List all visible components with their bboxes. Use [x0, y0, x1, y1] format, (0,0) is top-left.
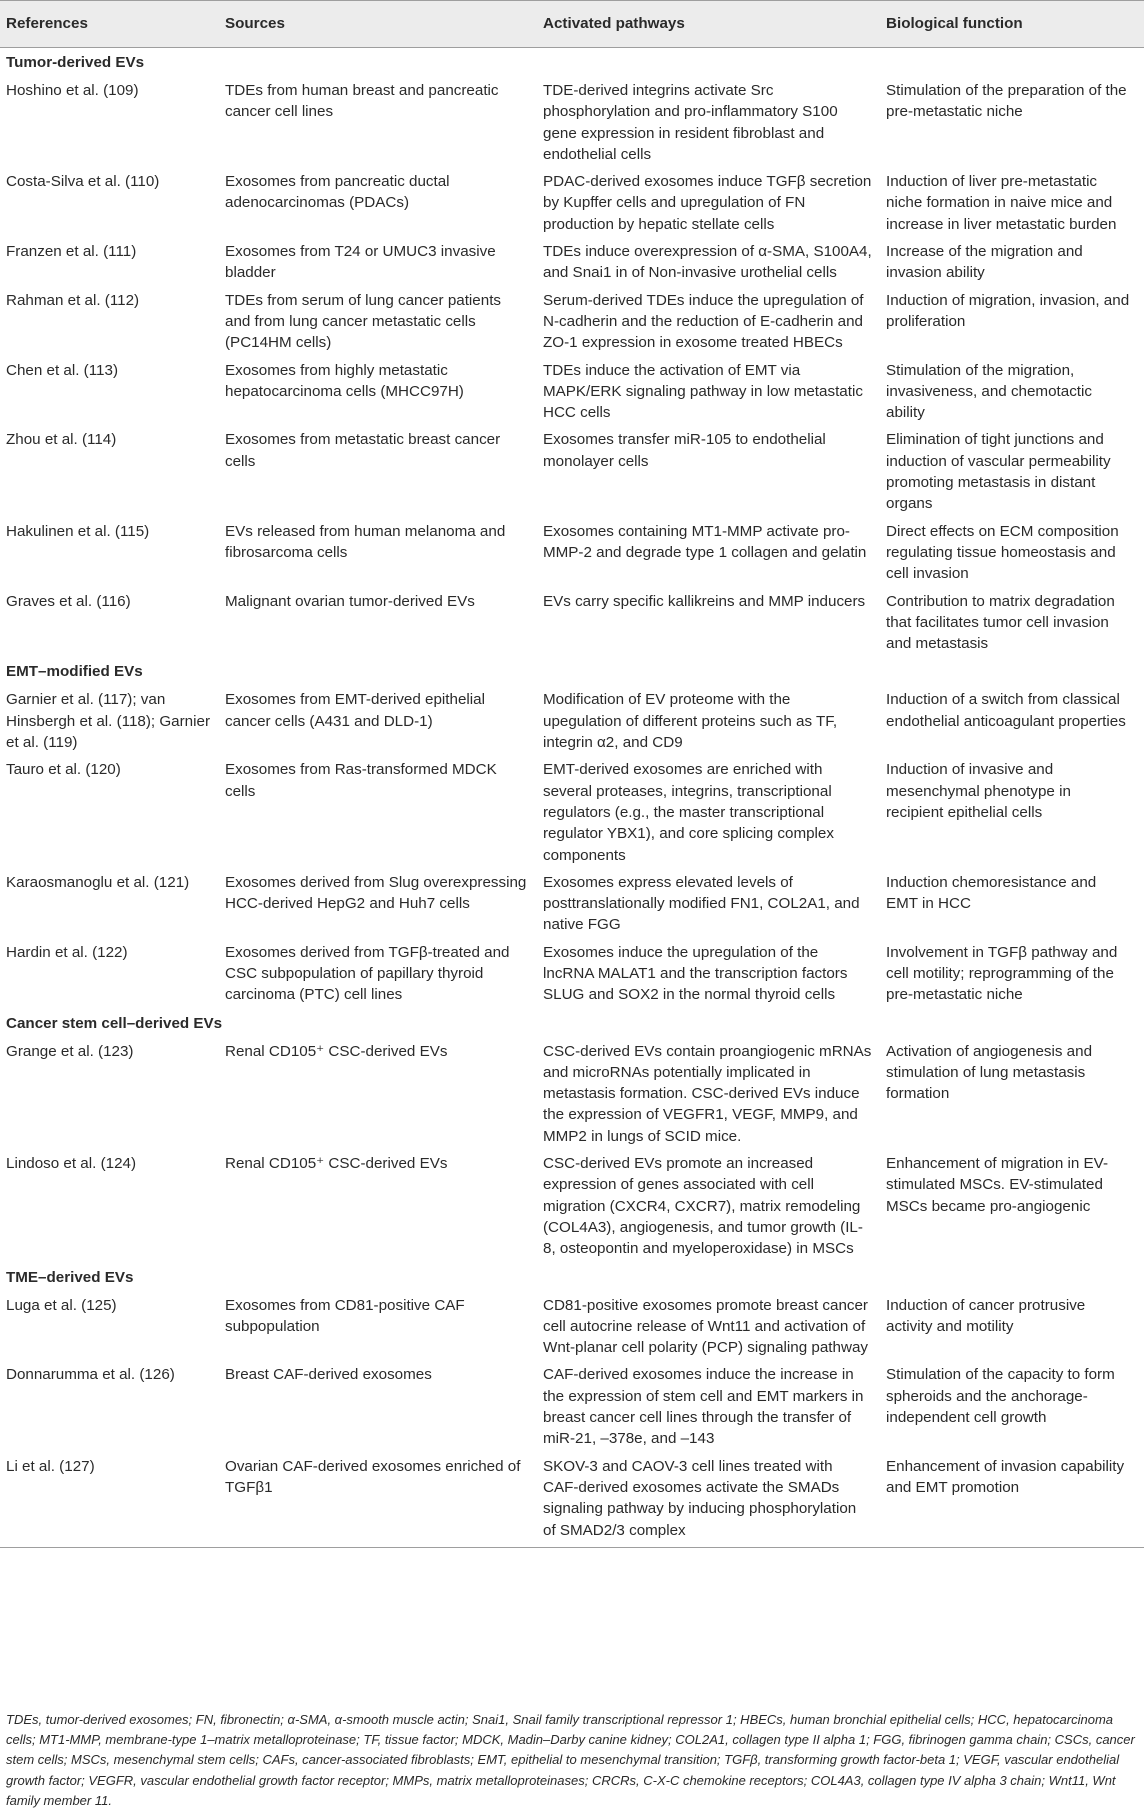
- cell-source: Exosomes from highly metastatic hepatocarcinoma cells (MHCC97H): [225, 361, 464, 400]
- table-footnote: TDEs, tumor-derived exosomes; FN, fibronectin; α-SMA, α-smooth muscle actin; Snai1, Snail family transcriptional repressor 1; HBECs, human bronchial epithelial cells; HCC, hepatocarcinoma cells; MT1-MMP, membrane-type 1–matrix metalloproteinase; TF, tissue factor; MDCK, Madin–Darby canine kidney; COL2A1, collagen type II alpha 1; FGG, fibrinogen gamma chain; CSCs, cancer stem cells; MSCs, mesenchymal stem cells; CAFs, cancer-associated fibroblasts; EMT, epithelial to mesenchymal transition; TGFβ, transforming growth factor-beta 1; VEGF, vascular endothelial growth factor; VEGFR, vascular endothelial growth factor receptor; MMPs, matrix metalloproteinases; CRCRs, C-X-C chemokine receptors; COL4A3, collagen type IV alpha 3 chain; Wnt11, Wnt family member 11.: [6, 1712, 1135, 1808]
- section-row: [0, 48, 1144, 78]
- cell-reference: Chen et al. (113): [6, 361, 118, 379]
- cell-function: Increase of the migration and invasion ability: [886, 243, 1083, 282]
- cell-function: Induction of invasive and mesenchymal phenotype in recipient epithelial cells: [886, 761, 1071, 821]
- table-row: [0, 287, 1144, 357]
- cell-pathway: CAF-derived exosomes induce the increase in the expression of stem cell and EMT markers in breast cancer cell lines through the transfer of miR-21, –378e, and –143: [543, 1366, 864, 1448]
- cell-pathway: EMT-derived exosomes are enriched with several proteases, integrins, transcriptional regulators (e.g., the master transcriptional regulator YBX1), and core splicing complex components: [543, 761, 834, 864]
- cell-function: Enhancement of invasion capability and EMT promotion: [886, 1453, 1144, 1548]
- table-row: [0, 756, 1144, 868]
- cell-source: Exosomes from Ras-transformed MDCK cells: [225, 761, 497, 800]
- table-row: [0, 238, 1144, 287]
- table-row: [0, 939, 1144, 1009]
- cell-reference: Tauro et al. (120): [6, 761, 121, 779]
- cell-reference: Rahman et al. (112): [6, 291, 140, 309]
- cell-reference: Karaosmanoglu et al. (121): [6, 873, 190, 891]
- cell-reference: Garnier et al. (117); van Hinsbergh et al. (118); Garnier et al. (119): [6, 691, 210, 752]
- cell-function: Enhancement of migration in EV-stimulated MSCs. EV-stimulated MSCs became pro-angiogenic: [886, 1155, 1109, 1215]
- cell-function: Induction of migration, invasion, and proliferation: [886, 291, 1130, 330]
- section-title: Tumor-derived EVs: [6, 54, 145, 71]
- cell-reference: Hakulinen et al. (115): [6, 522, 150, 540]
- cell-function: Induction chemoresistance and EMT in HCC: [886, 873, 1097, 913]
- cell-source: Exosomes from T24 or UMUC3 invasive bladder: [225, 243, 496, 282]
- cell-function: Induction of cancer protrusive activity and motility: [886, 1296, 1086, 1335]
- section-row: [0, 1009, 1144, 1038]
- header-biological-function: Biological function: [886, 1, 1144, 48]
- table-row: [0, 1150, 1144, 1262]
- cell-source: Exosomes derived from TGFβ-treated and CSC subpopulation of papillary thyroid carcinoma (PTC) cell lines: [225, 943, 510, 1004]
- cell-pathway: Modification of EV proteome with the upegulation of different proteins such as TF, integrin α2, and CD9: [543, 691, 838, 752]
- table-row: [0, 1453, 1144, 1548]
- cell-function: Stimulation of the preparation of the pre-metastatic niche: [886, 82, 1127, 121]
- table-row: [0, 426, 1144, 517]
- section-row: [0, 657, 1144, 686]
- cell-source: Exosomes derived from Slug overexpressing HCC-derived HepG2 and Huh7 cells: [225, 873, 527, 913]
- table-row: [0, 518, 1144, 588]
- cell-source: Exosomes from metastatic breast cancer cells: [225, 431, 501, 470]
- cell-reference: Franzen et al. (111): [6, 243, 137, 261]
- section-title: EMT–modified EVs: [6, 663, 143, 681]
- cell-pathway: EVs carry specific kallikreins and MMP inducers: [543, 592, 866, 610]
- cell-reference: Costa-Silva et al. (110): [6, 173, 160, 191]
- header-activated-pathways: Activated pathways: [543, 1, 886, 48]
- cell-function: Stimulation of the migration, invasiveness, and chemotactic ability: [886, 361, 1092, 422]
- section-row: [0, 1263, 1144, 1292]
- cell-pathway: PDAC-derived exosomes induce TGFβ secretion by Kupffer cells and upregulation of FN production by hepatic stellate cells: [543, 173, 872, 233]
- cell-pathway: SKOV-3 and CAOV-3 cell lines treated with CAF-derived exosomes activate the SMADs signaling pathway by inducing phosphorylation of SMAD2/3 complex: [543, 1453, 886, 1548]
- cell-pathway: CD81-positive exosomes promote breast cancer cell autocrine release of Wnt11 and activation of Wnt-planar cell polarity (PCP) signaling pathway: [543, 1296, 868, 1357]
- cell-source: Exosomes from EMT-derived epithelial cancer cells (A431 and DLD-1): [225, 691, 485, 730]
- cell-function: Elimination of tight junctions and induction of vascular permeability promoting metastasis in distant organs: [886, 431, 1111, 513]
- cell-source: Renal CD105⁺ CSC-derived EVs: [225, 1042, 448, 1060]
- cell-reference: Li et al. (127): [0, 1453, 225, 1548]
- cell-source: TDEs from human breast and pancreatic cancer cell lines: [225, 82, 499, 121]
- cell-reference: Zhou et al. (114): [6, 431, 117, 449]
- table-row: [0, 1038, 1144, 1150]
- cell-pathway: TDEs induce overexpression of α-SMA, S100A4, and Snai1 in of Non-invasive urothelial cells: [543, 243, 872, 282]
- table-body: [0, 48, 1144, 1548]
- section-title: Cancer stem cell–derived EVs: [6, 1014, 223, 1032]
- cell-function: Induction of liver pre-metastatic niche formation in naive mice and increase in liver metastatic burden: [886, 173, 1117, 233]
- cell-pathway: CSC-derived EVs contain proangiogenic mRNAs and microRNAs potentially implicated in metastasis formation. CSC-derived EVs induce the expression of VEGFR1, VEGF, MMP9, and MMP2 in lungs of SCID mice.: [543, 1042, 872, 1145]
- section-title: TME–derived EVs: [6, 1268, 134, 1286]
- cell-function: Activation of angiogenesis and stimulation of lung metastasis formation: [886, 1042, 1093, 1103]
- cell-source: Ovarian CAF-derived exosomes enriched of TGFβ1: [225, 1453, 543, 1548]
- header-row: [0, 1, 1144, 48]
- cell-function: Direct effects on ECM composition regulating tissue homeostasis and cell invasion: [886, 522, 1119, 583]
- table-row: [0, 869, 1144, 939]
- table-row: [0, 1361, 1144, 1452]
- table-row: [0, 168, 1144, 238]
- cell-source: TDEs from serum of lung cancer patients and from lung cancer metastatic cells (PC14HM cells): [225, 291, 502, 352]
- header-references: References: [0, 1, 225, 48]
- cell-source: Renal CD105⁺ CSC-derived EVs: [225, 1155, 448, 1173]
- cell-reference: Hoshino et al. (109): [6, 82, 139, 99]
- cell-pathway: TDE-derived integrins activate Src phosphorylation and pro-inflammatory S100 gene expression in resident fibroblast and endothelial cells: [543, 82, 838, 163]
- cell-pathway: Exosomes express elevated levels of posttranslationally modified FN1, COL2A1, and native FGG: [543, 873, 860, 934]
- cell-function: Stimulation of the capacity to form spheroids and the anchorage-independent cell growth: [886, 1366, 1115, 1427]
- cell-function: Contribution to matrix degradation that facilitates tumor cell invasion and metastasis: [886, 592, 1115, 653]
- cell-pathway: Serum-derived TDEs induce the upregulation of N-cadherin and the reduction of E-cadherin and ZO-1 expression in exosome treated HBECs: [543, 291, 864, 352]
- cell-pathway: Exosomes transfer miR-105 to endothelial monolayer cells: [543, 431, 826, 470]
- cell-source: EVs released from human melanoma and fibrosarcoma cells: [225, 522, 506, 561]
- cell-reference: Luga et al. (125): [6, 1296, 117, 1314]
- cell-source: Exosomes from pancreatic ductal adenocarcinomas (PDACs): [225, 173, 450, 212]
- header-sources: Sources: [225, 1, 543, 48]
- table-row: [0, 1292, 1144, 1362]
- table-row: [0, 686, 1144, 756]
- cell-reference: Graves et al. (116): [6, 592, 131, 610]
- cell-source: Breast CAF-derived exosomes: [225, 1366, 432, 1384]
- cell-pathway: Exosomes containing MT1-MMP activate pro-MMP-2 and degrade type 1 collagen and gelatin: [543, 522, 867, 561]
- cell-pathway: Exosomes induce the upregulation of the lncRNA MALAT1 and the transcription factors SLUG and SOX2 in the normal thyroid cells: [543, 943, 848, 1004]
- cell-reference: Hardin et al. (122): [6, 943, 128, 961]
- cell-pathway: TDEs induce the activation of EMT via MAPK/ERK signaling pathway in low metastatic HCC cells: [543, 361, 863, 422]
- table-row: [0, 357, 1144, 427]
- table-row: [0, 588, 1144, 658]
- cell-reference: Donnarumma et al. (126): [6, 1366, 175, 1384]
- cell-source: Exosomes from CD81-positive CAF subpopulation: [225, 1296, 465, 1335]
- cell-reference: Lindoso et al. (124): [6, 1155, 137, 1173]
- cell-source: Malignant ovarian tumor-derived EVs: [225, 592, 475, 610]
- table-row: [0, 77, 1144, 168]
- cell-function: Involvement in TGFβ pathway and cell motility; reprogramming of the pre-metastatic niche: [886, 943, 1118, 1004]
- cell-reference: Grange et al. (123): [6, 1042, 134, 1060]
- cell-pathway: CSC-derived EVs promote an increased expression of genes associated with cell migration (CXCR4, CXCR7), matrix remodeling (COL4A3), angiogenesis, and tumor growth (IL-8, osteopontin and myeloperoxidase) in MSCs: [543, 1155, 863, 1258]
- cell-function: Induction of a switch from classical endothelial anticoagulant properties: [886, 691, 1126, 730]
